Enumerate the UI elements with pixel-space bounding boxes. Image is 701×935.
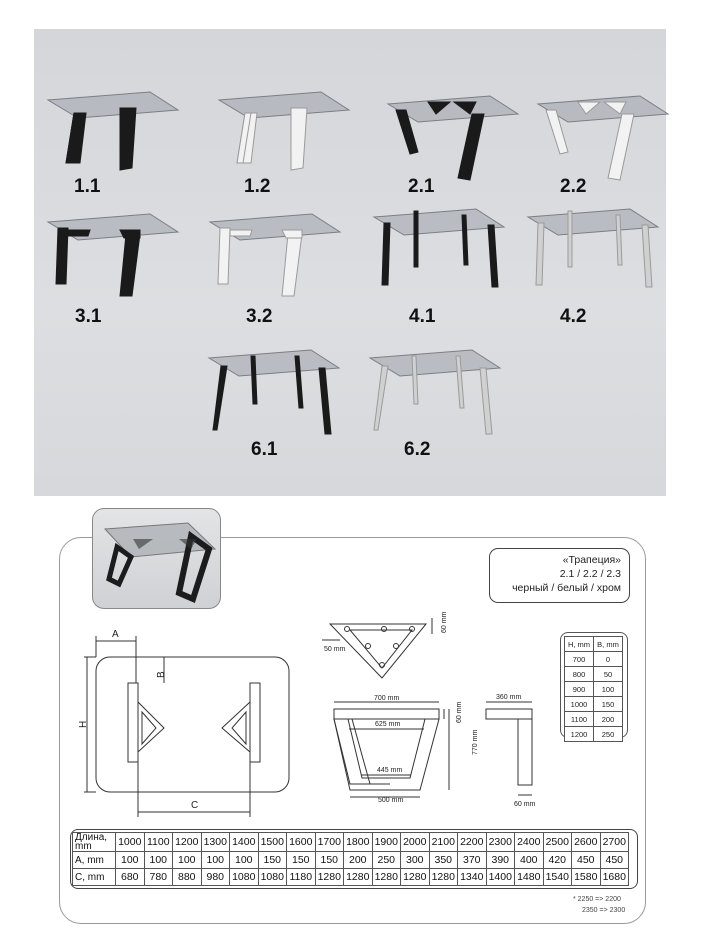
b-value: 150 (594, 697, 623, 712)
table-illustration (44, 88, 184, 188)
cell-value: 200 (344, 852, 373, 869)
cell-value: 1200 (173, 833, 202, 852)
cell-value: 1580 (572, 869, 601, 886)
hb-header-h: H, mm (565, 637, 594, 652)
table-row (565, 727, 623, 742)
model-label: 6.2 (404, 439, 431, 460)
table-row (565, 667, 623, 682)
cell-value: 1480 (515, 869, 544, 886)
cell-value: 780 (144, 869, 173, 886)
table-illustration (44, 210, 184, 310)
table-model-1-1 (44, 88, 184, 208)
cell-value: 2200 (458, 833, 487, 852)
cell-value: 2500 (543, 833, 572, 852)
footnote-2: 2350 => 2300 (582, 907, 626, 914)
cell-value: 2300 (486, 833, 515, 852)
cell-value: 1280 (401, 869, 430, 886)
table-model-2-2 (534, 92, 674, 212)
b-value: 50 (594, 667, 623, 682)
h-value: 800 (565, 667, 594, 682)
model-label: 2.1 (408, 176, 435, 197)
model-label: 1.1 (74, 176, 101, 197)
cell-value: 2000 (401, 833, 430, 852)
model-label: 4.2 (560, 306, 587, 327)
h-value: 1100 (565, 712, 594, 727)
table-illustration (370, 205, 510, 305)
front-height: 770 mm (472, 729, 479, 755)
cell-value: 370 (458, 852, 487, 869)
side-depth: 360 mm (496, 694, 522, 701)
b-value: 200 (594, 712, 623, 727)
cell-value: 100 (116, 852, 145, 869)
h-value: 1000 (565, 697, 594, 712)
cell-value: 400 (515, 852, 544, 869)
footnote-1: * 2250 => 2200 (573, 896, 621, 903)
cell-value: 390 (486, 852, 515, 869)
cell-value: 1700 (315, 833, 344, 852)
cell-value: 1340 (458, 869, 487, 886)
front-inner-top: 625 mm (375, 721, 401, 728)
triangle-height: 60 mm (441, 611, 448, 633)
cell-value: 680 (116, 869, 145, 886)
table-model-3-2 (206, 210, 346, 330)
cell-value: 100 (230, 852, 259, 869)
trapeze-thumbnail (92, 508, 221, 609)
table-illustration (206, 210, 346, 310)
cell-value: 2100 (429, 833, 458, 852)
cell-value: 300 (401, 852, 430, 869)
cell-value: 1680 (600, 869, 629, 886)
hb-header-b: B, mm (594, 637, 623, 652)
table-illustration (366, 346, 506, 446)
table-illustration (215, 88, 355, 188)
cell-value: 1400 (486, 869, 515, 886)
table-model-4-1 (370, 205, 510, 325)
cell-value: 980 (201, 869, 230, 886)
table-illustration (524, 205, 664, 305)
dim-b: B (156, 671, 167, 678)
b-value: 250 (594, 727, 623, 742)
cell-value: 100 (173, 852, 202, 869)
cell-value: 1400 (230, 833, 259, 852)
cell-value: 1080 (230, 869, 259, 886)
cell-value: 1080 (258, 869, 287, 886)
model-label: 6.1 (251, 439, 278, 460)
cell-value: 2400 (515, 833, 544, 852)
table-row (565, 697, 623, 712)
table-model-6-2 (366, 346, 506, 466)
row-label: C, mm (73, 869, 116, 886)
front-inner-bottom: 445 mm (377, 767, 403, 774)
cell-value: 1500 (258, 833, 287, 852)
cell-value: 150 (287, 852, 316, 869)
cell-value: 450 (600, 852, 629, 869)
table-model-4-2 (524, 205, 664, 325)
model-label: 4.1 (409, 306, 436, 327)
table-model-3-1 (44, 210, 184, 330)
table-illustration (384, 92, 524, 192)
dim-c: C (191, 800, 199, 811)
cell-value: 150 (258, 852, 287, 869)
series-finishes: черный / белый / хром (512, 582, 621, 594)
series-name: «Трапеция» (562, 554, 621, 566)
cell-value: 350 (429, 852, 458, 869)
table-row (565, 652, 623, 667)
dim-h: H (78, 720, 89, 728)
table-row (565, 682, 623, 697)
length-table (72, 832, 629, 886)
model-label: 3.1 (75, 306, 102, 327)
cell-value: 1280 (429, 869, 458, 886)
cell-value: 1280 (372, 869, 401, 886)
cell-value: 150 (315, 852, 344, 869)
table-model-1-2 (215, 88, 355, 208)
cell-value: 1100 (144, 833, 173, 852)
row-label: Длина, mm (73, 833, 116, 852)
cell-value: 100 (144, 852, 173, 869)
series-info (489, 548, 630, 603)
cell-value: 1280 (315, 869, 344, 886)
model-catalog (34, 29, 666, 496)
model-label: 3.2 (246, 306, 273, 327)
table-row (565, 712, 623, 727)
cell-value: 2600 (572, 833, 601, 852)
front-bottom-width: 500 mm (378, 797, 404, 804)
h-value: 1200 (565, 727, 594, 742)
cell-value: 420 (543, 852, 572, 869)
front-top-width: 700 mm (374, 695, 400, 702)
h-value: 900 (565, 682, 594, 697)
cell-value: 1540 (543, 869, 572, 886)
triangle-offset: 50 mm (324, 646, 346, 653)
side-width: 60 mm (514, 801, 536, 808)
cell-value: 250 (372, 852, 401, 869)
table-row (73, 869, 629, 886)
row-label: A, mm (73, 852, 116, 869)
h-value: 700 (565, 652, 594, 667)
dim-a: A (112, 629, 119, 640)
cell-value: 100 (201, 852, 230, 869)
table-row (73, 833, 629, 852)
b-value: 0 (594, 652, 623, 667)
table-illustration (205, 346, 345, 446)
cell-value: 1000 (116, 833, 145, 852)
cell-value: 1900 (372, 833, 401, 852)
table-row (73, 852, 629, 869)
model-label: 1.2 (244, 176, 271, 197)
height-offset-table (564, 636, 623, 742)
table-model-2-1 (384, 92, 524, 212)
cell-value: 1300 (201, 833, 230, 852)
table-illustration (534, 92, 674, 192)
cell-value: 1800 (344, 833, 373, 852)
series-codes: 2.1 / 2.2 / 2.3 (559, 568, 621, 580)
cell-value: 2700 (600, 833, 629, 852)
cell-value: 1280 (344, 869, 373, 886)
cell-value: 880 (173, 869, 202, 886)
cell-value: 1600 (287, 833, 316, 852)
b-value: 100 (594, 682, 623, 697)
cell-value: 1180 (287, 869, 316, 886)
cell-value: 450 (572, 852, 601, 869)
model-label: 2.2 (560, 176, 587, 197)
front-thickness: 60 mm (456, 701, 463, 723)
